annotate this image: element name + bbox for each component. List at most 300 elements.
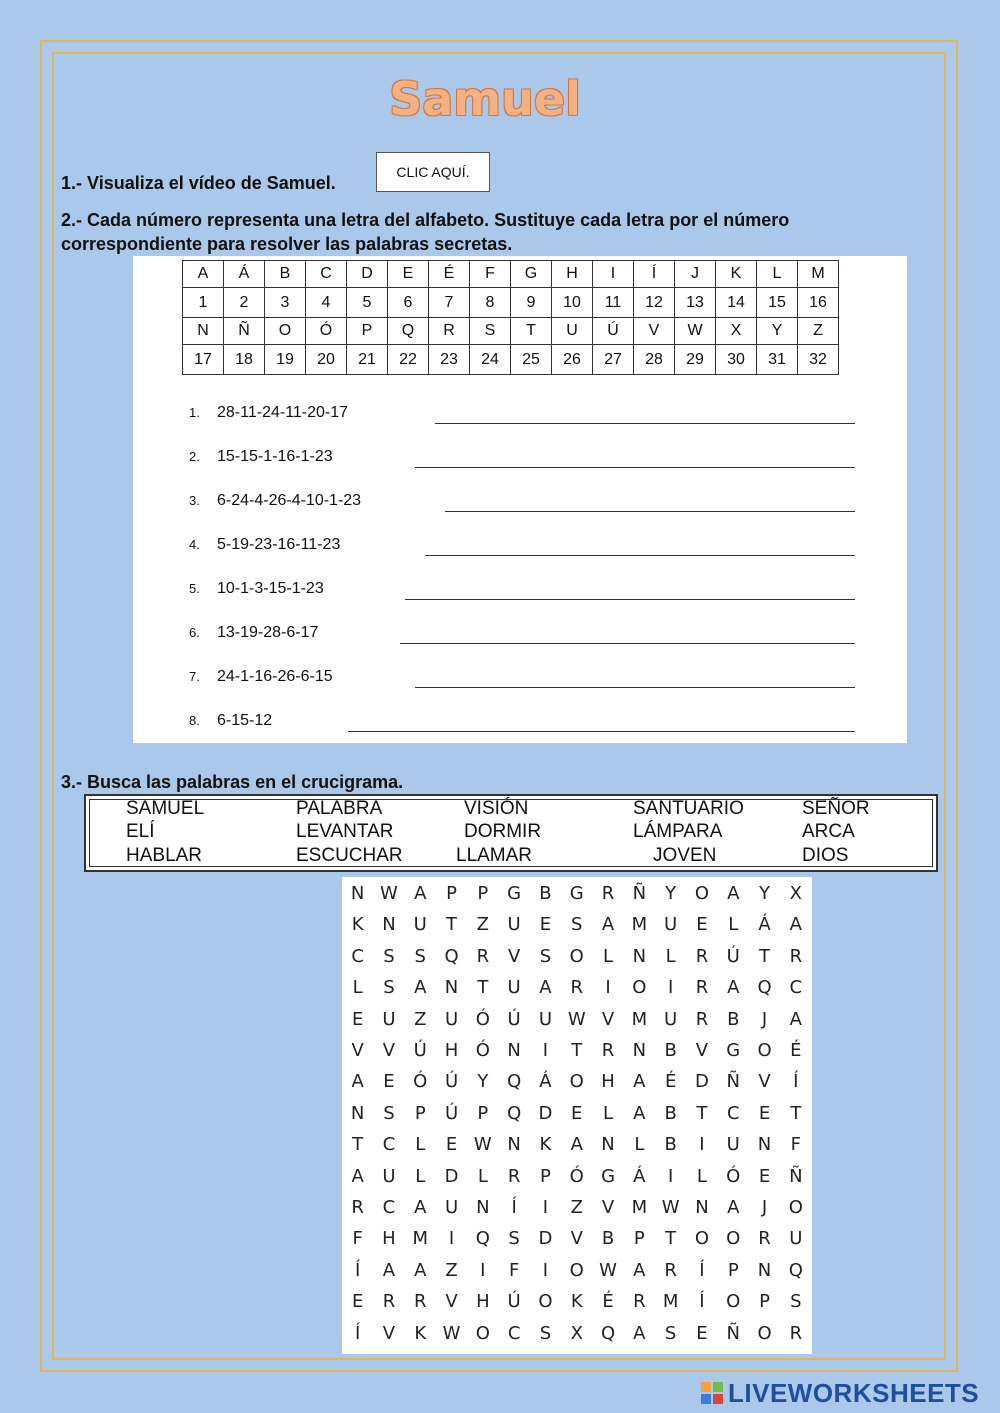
grid-letter[interactable]: I bbox=[448, 1228, 455, 1250]
grid-letter[interactable]: Ú bbox=[507, 1291, 521, 1313]
grid-letter[interactable]: C bbox=[726, 1102, 740, 1124]
grid-letter[interactable]: P bbox=[633, 1228, 645, 1250]
alphabet-letter: O bbox=[265, 318, 306, 345]
grid-letter[interactable]: R bbox=[413, 1291, 427, 1313]
grid-letter[interactable]: C bbox=[351, 945, 364, 967]
grid-letter[interactable]: Ñ bbox=[726, 1322, 740, 1344]
grid-letter[interactable]: Y bbox=[759, 883, 771, 904]
grid-letter[interactable]: A bbox=[727, 1197, 740, 1218]
grid-letter[interactable]: I bbox=[667, 1165, 674, 1187]
grid-letter[interactable]: L bbox=[696, 1165, 707, 1187]
grid-letter[interactable]: S bbox=[539, 1322, 552, 1344]
alphabet-letter: S bbox=[470, 318, 511, 345]
grid-letter[interactable]: S bbox=[571, 914, 583, 936]
grid-letter[interactable]: K bbox=[414, 1322, 427, 1344]
grid-letter[interactable]: J bbox=[761, 1008, 768, 1030]
alphabet-letter: E bbox=[388, 261, 429, 288]
grid-letter[interactable]: E bbox=[383, 1071, 395, 1093]
alphabet-number: 22 bbox=[388, 345, 429, 375]
grid-letter[interactable]: Ú bbox=[507, 1008, 521, 1030]
alphabet-letter: K bbox=[716, 261, 757, 288]
grid-letter[interactable]: I bbox=[542, 1040, 549, 1061]
grid-letter[interactable]: B bbox=[664, 1134, 677, 1156]
grid-letter[interactable]: Ó bbox=[475, 1040, 490, 1061]
alphabet-number: 21 bbox=[347, 345, 388, 375]
word-list-item: ELÍ bbox=[126, 821, 155, 842]
grid-letter[interactable]: O bbox=[757, 1040, 772, 1061]
grid-letter[interactable]: H bbox=[476, 1291, 490, 1313]
grid-letter[interactable]: Q bbox=[444, 945, 459, 967]
grid-letter[interactable]: M bbox=[631, 914, 648, 936]
question-2-line-1: 2.- Cada número representa una letra del alfabeto. Sustituye cada letra por el número bbox=[61, 210, 790, 230]
grid-letter[interactable]: G bbox=[601, 1165, 616, 1187]
liveworksheets-icon bbox=[700, 1381, 724, 1405]
grid-letter[interactable]: Ú bbox=[444, 1102, 459, 1124]
grid-letter[interactable]: M bbox=[631, 1008, 648, 1030]
grid-letter[interactable]: R bbox=[382, 1291, 396, 1313]
grid-letter[interactable]: R bbox=[633, 1291, 646, 1313]
alphabet-letter: F bbox=[470, 261, 511, 288]
grid-letter[interactable]: U bbox=[538, 1008, 553, 1030]
grid-letter[interactable]: A bbox=[351, 1165, 364, 1187]
grid-letter[interactable]: Á bbox=[539, 1071, 552, 1093]
grid-letter[interactable]: S bbox=[508, 1228, 520, 1250]
grid-letter[interactable]: Ñ bbox=[789, 1165, 803, 1187]
grid-letter[interactable]: A bbox=[414, 883, 427, 904]
grid-letter[interactable]: A bbox=[601, 914, 615, 936]
grid-letter[interactable]: A bbox=[351, 1071, 364, 1093]
grid-letter[interactable]: R bbox=[695, 977, 709, 999]
alphabet-letter: Ú bbox=[593, 318, 634, 345]
grid-letter[interactable]: I bbox=[542, 1197, 549, 1218]
grid-letter[interactable]: Ú bbox=[444, 1071, 459, 1093]
grid-letter[interactable]: R bbox=[507, 1165, 521, 1187]
grid-letter[interactable]: Ú bbox=[413, 1040, 427, 1061]
grid-letter[interactable]: L bbox=[477, 1165, 488, 1187]
grid-letter[interactable]: R bbox=[789, 945, 803, 967]
grid-letter[interactable]: O bbox=[538, 1291, 553, 1313]
grid-letter[interactable]: Q bbox=[757, 977, 772, 999]
grid-letter[interactable]: U bbox=[444, 1197, 459, 1218]
grid-letter[interactable]: P bbox=[477, 883, 489, 904]
grid-letter[interactable]: S bbox=[414, 945, 426, 967]
grid-letter[interactable]: N bbox=[350, 883, 365, 904]
exercise-number: 2. bbox=[189, 449, 200, 464]
grid-letter[interactable]: G bbox=[507, 883, 522, 904]
alphabet-number: 9 bbox=[511, 288, 552, 318]
answer-line[interactable] bbox=[348, 731, 855, 732]
grid-letter[interactable]: P bbox=[477, 1102, 489, 1124]
grid-letter[interactable]: Y bbox=[665, 883, 677, 904]
grid-letter[interactable]: O bbox=[569, 945, 584, 967]
grid-letter[interactable]: E bbox=[351, 1291, 364, 1313]
alphabet-letter: Z bbox=[798, 318, 839, 345]
word-list-item: ARCA bbox=[802, 821, 855, 842]
grid-letter[interactable]: O bbox=[694, 883, 710, 904]
page-title: Samuel bbox=[389, 72, 581, 126]
alphabet-number: 20 bbox=[306, 345, 347, 375]
answer-line[interactable] bbox=[445, 511, 855, 512]
grid-letter[interactable]: P bbox=[446, 883, 457, 904]
grid-letter[interactable]: S bbox=[790, 1291, 802, 1313]
grid-letter[interactable]: Í bbox=[354, 1259, 361, 1281]
grid-letter[interactable]: W bbox=[661, 1197, 680, 1218]
answer-line[interactable] bbox=[425, 555, 855, 556]
grid-letter[interactable]: I bbox=[480, 1259, 486, 1281]
grid-letter[interactable]: E bbox=[445, 1134, 458, 1156]
grid-letter[interactable]: Ó bbox=[413, 1071, 428, 1093]
grid-letter[interactable]: O bbox=[726, 1291, 741, 1313]
grid-letter[interactable]: Ó bbox=[726, 1165, 741, 1187]
grid-letter[interactable]: X bbox=[570, 1322, 583, 1344]
grid-letter[interactable]: N bbox=[632, 945, 647, 967]
grid-letter[interactable]: U bbox=[789, 1228, 803, 1250]
grid-letter[interactable]: T bbox=[696, 1102, 708, 1124]
alphabet-letter: J bbox=[675, 261, 716, 288]
grid-letter[interactable]: N bbox=[476, 1197, 490, 1218]
grid-letter[interactable]: D bbox=[538, 1102, 553, 1124]
grid-letter[interactable]: A bbox=[570, 1134, 583, 1156]
grid-letter[interactable]: R bbox=[758, 1228, 771, 1250]
grid-letter[interactable]: N bbox=[632, 1040, 647, 1061]
word-list-item: PALABRA bbox=[296, 798, 383, 819]
grid-letter[interactable]: O bbox=[569, 1071, 584, 1093]
alphabet-row bbox=[183, 318, 839, 345]
grid-letter[interactable]: S bbox=[539, 945, 552, 967]
grid-letter[interactable]: C bbox=[507, 1322, 521, 1344]
grid-letter[interactable]: P bbox=[759, 1291, 770, 1313]
grid-letter[interactable]: L bbox=[728, 914, 739, 936]
grid-letter[interactable]: N bbox=[695, 1197, 709, 1218]
grid-letter[interactable]: O bbox=[757, 1322, 772, 1344]
question-2-line-2: correspondiente para resolver las palabras secretas. bbox=[61, 234, 513, 254]
grid-letter[interactable]: Q bbox=[507, 1071, 522, 1093]
grid-letter[interactable]: X bbox=[789, 883, 802, 904]
grid-letter[interactable]: T bbox=[665, 1228, 677, 1250]
grid-letter[interactable]: I bbox=[667, 977, 674, 999]
grid-letter[interactable]: E bbox=[696, 914, 708, 936]
grid-letter[interactable]: A bbox=[633, 1102, 646, 1124]
grid-letter[interactable]: V bbox=[601, 1008, 615, 1030]
grid-letter[interactable]: Q bbox=[475, 1228, 490, 1250]
grid-letter[interactable]: O bbox=[569, 1259, 584, 1281]
grid-letter[interactable]: E bbox=[696, 1322, 708, 1344]
grid-letter[interactable]: A bbox=[414, 1197, 427, 1218]
grid-letter[interactable]: V bbox=[382, 1322, 396, 1344]
grid-letter[interactable]: S bbox=[383, 945, 395, 967]
grid-letter[interactable]: B bbox=[664, 1040, 677, 1061]
grid-letter[interactable]: G bbox=[569, 883, 584, 904]
grid-letter[interactable]: Í bbox=[699, 1291, 705, 1313]
grid-letter[interactable]: Ñ bbox=[632, 883, 647, 904]
grid-letter[interactable]: U bbox=[382, 1165, 396, 1187]
grid-letter[interactable]: A bbox=[633, 1071, 646, 1093]
grid-letter[interactable]: A bbox=[789, 1008, 802, 1030]
grid-letter[interactable]: A bbox=[414, 1259, 427, 1281]
grid-letter[interactable]: A bbox=[789, 914, 802, 936]
grid-letter[interactable]: V bbox=[695, 1040, 709, 1061]
grid-letter[interactable]: Ó bbox=[569, 1165, 584, 1187]
grid-letter[interactable]: Ó bbox=[475, 1008, 490, 1030]
grid-letter[interactable]: W bbox=[380, 883, 398, 904]
grid-letter[interactable]: I bbox=[542, 1259, 549, 1281]
grid-letter[interactable]: M bbox=[631, 1197, 648, 1218]
liveworksheets-brand: LIVEWORKSHEETS bbox=[728, 1378, 980, 1408]
grid-letter[interactable]: Y bbox=[477, 1071, 489, 1093]
grid-letter[interactable]: V bbox=[507, 945, 521, 967]
answer-line[interactable] bbox=[415, 467, 855, 468]
grid-letter[interactable]: O bbox=[788, 1197, 803, 1218]
grid-letter[interactable]: P bbox=[540, 1165, 551, 1187]
grid-letter[interactable]: V bbox=[758, 1071, 771, 1093]
grid-letter[interactable]: E bbox=[571, 1102, 583, 1124]
grid-letter[interactable]: R bbox=[695, 945, 709, 967]
grid-letter[interactable]: B bbox=[539, 883, 552, 904]
grid-letter[interactable]: N bbox=[444, 977, 459, 999]
grid-letter[interactable]: Q bbox=[507, 1102, 522, 1124]
grid-letter[interactable]: V bbox=[570, 1228, 583, 1250]
exercise-row bbox=[189, 712, 855, 734]
grid-letter[interactable]: M bbox=[412, 1228, 428, 1250]
grid-letter[interactable]: K bbox=[570, 1291, 583, 1313]
grid-letter[interactable]: E bbox=[351, 1008, 364, 1030]
grid-letter[interactable]: L bbox=[665, 945, 676, 967]
alphabet-letter: V bbox=[634, 318, 675, 345]
grid-letter[interactable]: G bbox=[726, 1040, 741, 1061]
grid-letter[interactable]: R bbox=[351, 1197, 364, 1218]
grid-letter[interactable]: Z bbox=[445, 1259, 458, 1281]
grid-letter[interactable]: O bbox=[475, 1322, 490, 1344]
word-list-item: ESCUCHAR bbox=[296, 845, 403, 866]
grid-letter[interactable]: A bbox=[382, 1259, 396, 1281]
alphabet-number: 10 bbox=[552, 288, 593, 318]
word-list-item: SEÑOR bbox=[802, 798, 870, 819]
grid-letter[interactable]: Q bbox=[600, 1322, 616, 1344]
grid-letter[interactable]: T bbox=[759, 945, 771, 967]
grid-letter[interactable]: Á bbox=[633, 1165, 646, 1187]
alphabet-number: 16 bbox=[798, 288, 839, 318]
grid-letter[interactable]: R bbox=[664, 1259, 677, 1281]
answer-line[interactable] bbox=[415, 687, 855, 688]
grid-letter[interactable]: L bbox=[415, 1165, 426, 1187]
grid-letter[interactable]: F bbox=[352, 1228, 363, 1250]
grid-letter[interactable]: N bbox=[601, 1134, 615, 1156]
grid-letter[interactable]: Í bbox=[793, 1071, 799, 1093]
grid-letter[interactable]: U bbox=[664, 1008, 678, 1030]
alphabet-number: 14 bbox=[716, 288, 757, 318]
alphabet-number: 24 bbox=[470, 345, 511, 375]
grid-letter[interactable]: N bbox=[350, 1102, 365, 1124]
grid-letter[interactable]: K bbox=[351, 914, 364, 936]
alphabet-row bbox=[183, 345, 839, 375]
question-1-text: 1.- Visualiza el vídeo de Samuel. bbox=[61, 173, 336, 193]
word-list-item: VISIÓN bbox=[464, 798, 529, 819]
grid-letter[interactable]: A bbox=[633, 1322, 646, 1344]
grid-letter[interactable]: P bbox=[414, 1102, 426, 1124]
alphabet-letter: A bbox=[183, 261, 224, 288]
answer-line[interactable] bbox=[435, 423, 855, 424]
exercise-sheet bbox=[133, 256, 907, 743]
grid-letter[interactable]: O bbox=[632, 977, 647, 999]
alphabet-letter: B bbox=[265, 261, 306, 288]
grid-letter[interactable]: S bbox=[383, 977, 395, 999]
alphabet-number: 31 bbox=[757, 345, 798, 375]
grid-letter[interactable]: R bbox=[476, 945, 490, 967]
grid-letter[interactable]: C bbox=[382, 1197, 396, 1218]
grid-letter[interactable]: R bbox=[601, 883, 615, 904]
alphabet-number: 18 bbox=[224, 345, 265, 375]
grid-letter[interactable]: O bbox=[694, 1228, 710, 1250]
grid-letter[interactable]: É bbox=[790, 1040, 802, 1061]
grid-letter[interactable]: F bbox=[790, 1134, 802, 1156]
grid-letter[interactable]: D bbox=[538, 1228, 553, 1250]
grid-letter[interactable]: Á bbox=[758, 914, 771, 936]
grid-letter[interactable]: J bbox=[761, 1197, 768, 1218]
grid-letter[interactable]: D bbox=[444, 1165, 459, 1187]
grid-letter[interactable]: U bbox=[382, 1008, 396, 1030]
grid-letter[interactable]: U bbox=[664, 914, 678, 936]
grid-letter[interactable]: N bbox=[507, 1134, 521, 1156]
alphabet-letter: Q bbox=[388, 318, 429, 345]
grid-letter[interactable]: U bbox=[726, 1134, 740, 1156]
grid-letter[interactable]: T bbox=[790, 1102, 802, 1124]
grid-letter[interactable]: Z bbox=[414, 1008, 427, 1030]
grid-letter[interactable]: V bbox=[351, 1040, 364, 1061]
grid-letter[interactable]: L bbox=[634, 1134, 645, 1156]
grid-letter[interactable]: A bbox=[633, 1259, 646, 1281]
grid-letter[interactable]: R bbox=[789, 1322, 803, 1344]
answer-line[interactable] bbox=[405, 599, 855, 600]
word-list-item: LÁMPARA bbox=[633, 821, 723, 842]
grid-letter[interactable]: E bbox=[758, 1102, 771, 1124]
grid-letter[interactable]: Z bbox=[476, 914, 489, 936]
grid-letter[interactable]: C bbox=[789, 977, 803, 999]
grid-letter[interactable]: A bbox=[539, 977, 552, 999]
grid-letter[interactable]: Í bbox=[511, 1197, 517, 1218]
grid-letter[interactable]: S bbox=[383, 1102, 395, 1124]
grid-letter[interactable]: U bbox=[413, 914, 427, 936]
exercise-number: 7. bbox=[189, 669, 200, 684]
grid-letter[interactable]: I bbox=[605, 977, 611, 999]
grid-letter[interactable]: Í bbox=[354, 1322, 361, 1344]
grid-letter[interactable]: P bbox=[727, 1259, 739, 1281]
alphabet-number: 32 bbox=[798, 345, 839, 375]
grid-letter[interactable]: N bbox=[757, 1259, 772, 1281]
word-list-box bbox=[84, 794, 938, 872]
alphabet-letter: W bbox=[675, 318, 716, 345]
grid-letter[interactable]: B bbox=[601, 1228, 615, 1250]
grid-letter[interactable]: Q bbox=[788, 1259, 803, 1281]
grid-letter[interactable]: R bbox=[570, 977, 583, 999]
alphabet-row bbox=[183, 261, 839, 288]
grid-letter[interactable]: L bbox=[415, 1134, 426, 1156]
grid-letter[interactable]: C bbox=[382, 1134, 396, 1156]
grid-letter[interactable]: O bbox=[726, 1228, 741, 1250]
grid-letter[interactable]: B bbox=[664, 1102, 677, 1124]
grid-letter[interactable]: N bbox=[382, 914, 396, 936]
grid-letter[interactable]: I bbox=[699, 1134, 705, 1156]
word-list-item: HABLAR bbox=[126, 845, 203, 866]
grid-letter[interactable]: É bbox=[664, 1071, 677, 1093]
grid-letter[interactable]: S bbox=[664, 1322, 677, 1344]
grid-letter[interactable]: D bbox=[695, 1071, 709, 1093]
grid-letter[interactable]: L bbox=[603, 945, 614, 967]
grid-letter[interactable]: U bbox=[507, 977, 521, 999]
alphabet-letter: H bbox=[552, 261, 593, 288]
alphabet-letter: T bbox=[511, 318, 552, 345]
alphabet-letter: Y bbox=[757, 318, 798, 345]
alphabet-number: 4 bbox=[306, 288, 347, 318]
grid-letter[interactable]: V bbox=[382, 1040, 396, 1061]
grid-letter[interactable]: T bbox=[477, 977, 489, 999]
alphabet-number: 26 bbox=[552, 345, 593, 375]
grid-letter[interactable]: Í bbox=[699, 1259, 705, 1281]
alphabet-number: 25 bbox=[511, 345, 552, 375]
grid-letter[interactable]: W bbox=[473, 1134, 492, 1156]
grid-letter[interactable]: Ñ bbox=[726, 1071, 740, 1093]
alphabet-letter: U bbox=[552, 318, 593, 345]
grid-letter[interactable]: T bbox=[571, 1040, 583, 1061]
grid-letter[interactable]: R bbox=[695, 1008, 709, 1030]
grid-letter[interactable]: W bbox=[599, 1259, 617, 1281]
grid-letter[interactable]: H bbox=[382, 1228, 396, 1250]
grid-letter[interactable]: N bbox=[507, 1040, 521, 1061]
grid-letter[interactable]: E bbox=[758, 1165, 771, 1187]
grid-letter[interactable]: Ú bbox=[726, 945, 740, 967]
alphabet-letter: D bbox=[347, 261, 388, 288]
grid-letter[interactable]: V bbox=[445, 1291, 458, 1313]
grid-letter[interactable]: N bbox=[757, 1134, 772, 1156]
grid-letter[interactable]: L bbox=[603, 1102, 614, 1124]
question-3-text: 3.- Busca las palabras en el crucigrama. bbox=[61, 772, 404, 792]
alphabet-number: 23 bbox=[429, 345, 470, 375]
grid-letter[interactable]: A bbox=[414, 977, 427, 999]
grid-letter[interactable]: R bbox=[601, 1040, 615, 1061]
grid-letter[interactable]: A bbox=[727, 977, 740, 999]
grid-letter[interactable]: F bbox=[508, 1259, 520, 1281]
alphabet-row bbox=[183, 288, 839, 318]
answer-line[interactable] bbox=[400, 643, 855, 644]
grid-letter[interactable]: L bbox=[352, 977, 363, 999]
grid-letter[interactable]: W bbox=[567, 1008, 586, 1030]
grid-letter[interactable]: H bbox=[601, 1071, 615, 1093]
grid-letter[interactable]: Z bbox=[570, 1197, 583, 1218]
grid-letter[interactable]: B bbox=[727, 1008, 740, 1030]
grid-letter[interactable]: A bbox=[727, 883, 740, 904]
alphabet-number: 8 bbox=[470, 288, 511, 318]
grid-letter[interactable]: W bbox=[442, 1322, 461, 1344]
alphabet-letter: G bbox=[511, 261, 552, 288]
exercise-code: 15-15-1-16-1-23 bbox=[217, 448, 333, 465]
exercise-number: 8. bbox=[189, 713, 200, 728]
alphabet-number: 5 bbox=[347, 288, 388, 318]
grid-letter[interactable]: U bbox=[444, 1008, 459, 1030]
grid-letter[interactable]: E bbox=[539, 914, 552, 936]
exercise-number: 4. bbox=[189, 537, 200, 552]
grid-letter[interactable]: M bbox=[662, 1291, 679, 1313]
grid-letter[interactable]: É bbox=[602, 1291, 614, 1313]
grid-letter[interactable]: K bbox=[539, 1134, 552, 1156]
exercise-row bbox=[189, 536, 855, 558]
grid-letter[interactable]: T bbox=[352, 1134, 364, 1156]
alphabet-letter: R bbox=[429, 318, 470, 345]
exercise-code: 10-1-3-15-1-23 bbox=[217, 580, 324, 597]
grid-letter[interactable]: H bbox=[444, 1040, 459, 1061]
grid-letter[interactable]: T bbox=[446, 914, 458, 936]
clic-aqui-button[interactable]: CLIC AQUÍ. bbox=[376, 152, 490, 192]
grid-letter[interactable]: V bbox=[601, 1197, 615, 1218]
grid-letter[interactable]: U bbox=[507, 914, 521, 936]
